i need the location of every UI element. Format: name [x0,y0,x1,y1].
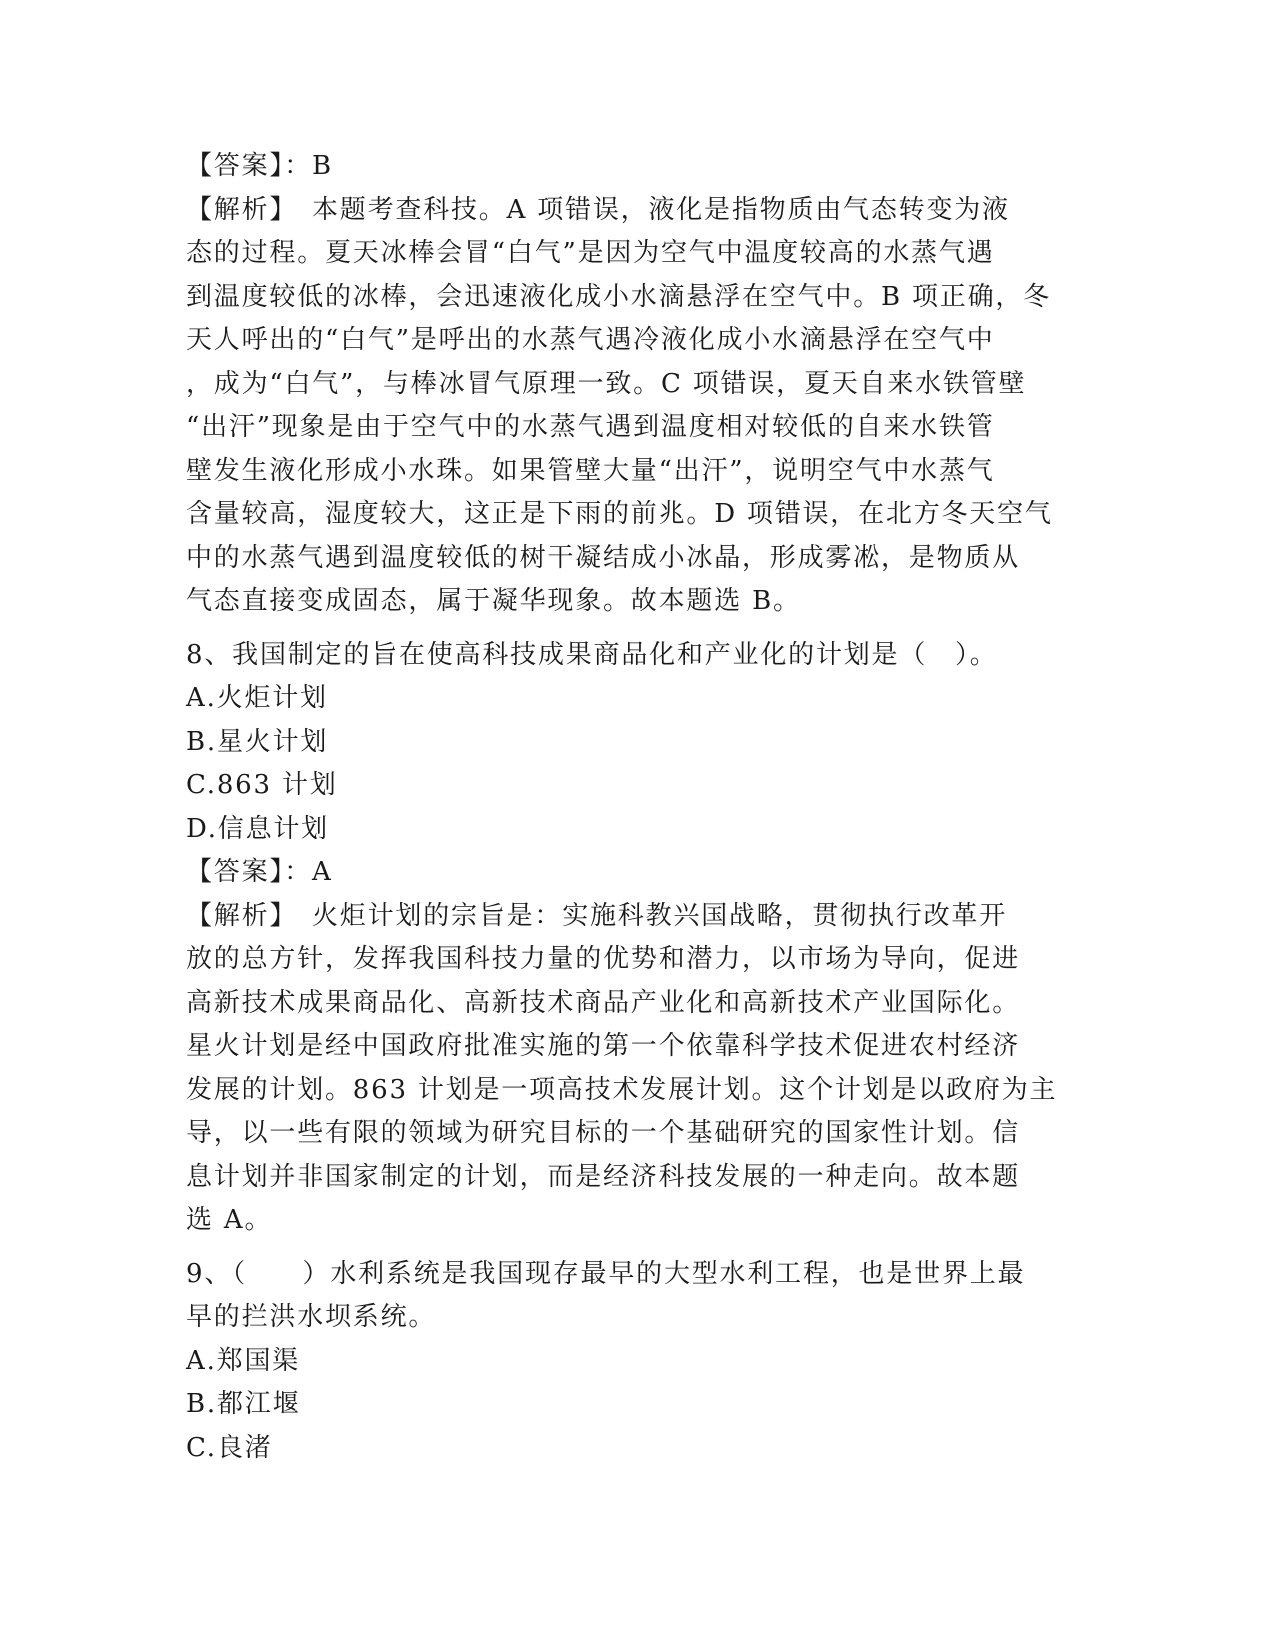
explanation-line: 到温度较低的冰棒，会迅速液化成小水滴悬浮在空气中。B 项正确，冬 [186,281,1051,312]
explanation-line: 息计划并非国家制定的计划，而是经济科技发展的一种走向。故本题 [186,1161,1021,1192]
explanation-line: 天人呼出的“白气”是呼出的水蒸气遇冷液化成小水滴悬浮在空气中 [186,325,995,355]
option-c: C.863 计划 [186,770,338,800]
question-7-block [186,145,1086,624]
explanation-text: 本题考查科技。A 项错误，液化是指物质由气态转变为液 [284,194,1010,225]
explanation-line: 壁发生液化形成小水珠。如果管壁大量“出汗”，说明空气中水蒸气 [186,455,995,486]
option-d: D.信息计划 [186,813,329,844]
explanation-text: 火炬计划的宗旨是：实施科教兴国战略，贯彻执行改革开 [284,900,1008,931]
answer-value: ：A [284,857,333,887]
question-8-block [186,634,1086,1243]
answer-label: 【答案】 [186,151,285,181]
question-text: 8、我国制定的旨在使高科技成果商品化和产业化的计划是（ ）。 [186,639,998,670]
option-c: C.良渚 [186,1432,273,1463]
explanation-label: 【解析】 [186,900,285,931]
explanation-line [186,895,1086,939]
explanation-line: 星火计划是经中国政府批准实施的第一个依靠科学技术促进农村经济 [186,1031,1021,1061]
explanation-line: 导，以一些有限的领域为研究目标的一个基础研究的国家性计划。信 [186,1118,1021,1148]
option-a: A.火炬计划 [186,683,328,713]
answer-label: 【答案】 [186,857,285,887]
question-text: 早的拦洪水坝系统。 [186,1302,437,1332]
explanation-line: “出汗”现象是由于空气中的水蒸气遇到温度相对较低的自来水铁管 [186,412,995,442]
option-a: A.郑国渠 [186,1345,301,1376]
explanation-line: ，成为“白气”，与棒冰冒气原理一致。C 项错误，夏天自来水铁管壁 [186,368,1027,399]
explanation-label: 【解析】 [186,194,285,225]
answer-value: ：B [284,151,333,181]
explanation-line: 选 A。 [186,1205,273,1235]
answer-line [186,851,1086,895]
page-content [186,145,1086,1470]
explanation-line: 含量较高，湿度较大，这正是下雨的前兆。D 项错误，在北方冬天空气 [186,499,1053,529]
explanation-line [186,189,1086,233]
explanation-line: 放的总方针，发挥我国科技力量的优势和潜力，以市场为导向，促进 [186,944,1021,974]
explanation-line: 中的水蒸气遇到温度较低的树干凝结成小冰晶，形成雾凇，是物质从 [186,542,1021,573]
explanation-line: 气态直接变成固态，属于凝华现象。故本题选 B。 [186,586,801,616]
option-b: B.都江堰 [186,1389,301,1419]
option-b: B.星火计划 [186,726,329,757]
explanation-line: 发展的计划。863 计划是一项高技术发展计划。这个计划是以政府为主 [186,1074,1058,1105]
question-text: 9、（ ）水利系统是我国现存最早的大型水利工程，也是世界上最 [186,1258,1026,1289]
explanation-line: 高新技术成果商品化、高新技术商品产业化和高新技术产业国际化。 [186,987,1021,1018]
explanation-line: 态的过程。夏天冰棒会冒“白气”是因为空气中温度较高的水蒸气遇 [186,238,995,268]
question-9-block [186,1253,1086,1471]
answer-line [186,145,1086,189]
